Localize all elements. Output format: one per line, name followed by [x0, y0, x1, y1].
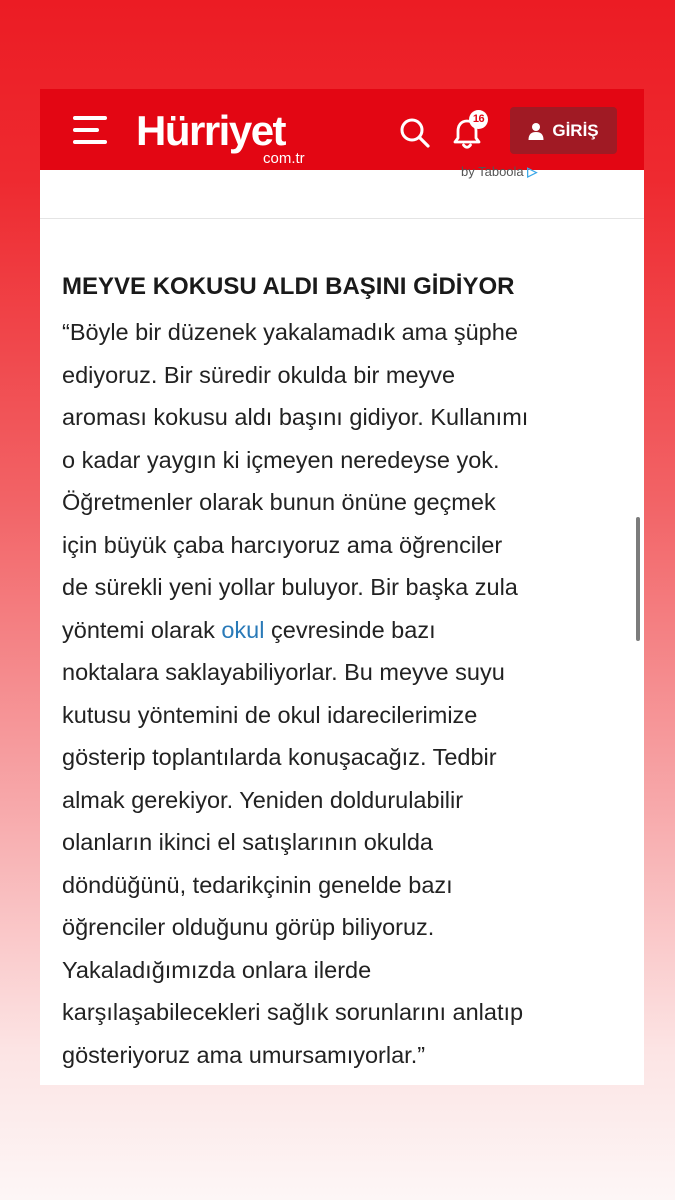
hamburger-menu-icon[interactable]: [73, 116, 107, 144]
logo-wordmark: Hürriyet: [136, 107, 286, 154]
text-line: için büyük çaba harcıyoruz ama öğrenciler: [62, 531, 503, 558]
text-line: de sürekli yeni yollar buluyor. Bir başka zula: [62, 574, 518, 600]
text-line: noktalara saklayabiliyorlar. Bu meyve suyu: [62, 659, 505, 685]
taboola-attribution[interactable]: [461, 164, 537, 180]
user-icon: [528, 122, 544, 140]
section-subheading: MEYVE KOKUSU ALDI BAŞINI GİDİYOR: [62, 273, 515, 300]
logo-domain: com.tr: [263, 150, 305, 167]
text-line: Öğretmenler olarak bunun önüne geçmek: [62, 489, 496, 515]
text-line: öğrenciler olduğunu görüp biliyoruz.: [62, 914, 435, 940]
site-header: [40, 89, 644, 170]
article-paragraph: [62, 311, 622, 1076]
article-page: [40, 89, 644, 1085]
text-line: döndüğünü, tedarikçinin genelde bazı: [62, 871, 453, 898]
text-line: aroması kokusu aldı başını gidiyor. Kullanımı: [62, 404, 529, 430]
text-fragment: yöntemi olarak: [62, 616, 222, 643]
text-line: o kadar yaygın ki içmeyen neredeyse yok.: [62, 446, 500, 473]
search-icon[interactable]: [399, 117, 431, 149]
taboola-text: by Taboola: [461, 164, 524, 179]
okul-link[interactable]: okul: [221, 616, 265, 643]
text-line: ediyoruz. Bir süredir okulda bir meyve: [62, 361, 456, 388]
text-line-with-link: [62, 609, 622, 652]
taboola-logo-icon: ▷: [527, 164, 538, 179]
login-label: GİRİŞ: [552, 120, 599, 140]
hurriyet-logo[interactable]: [136, 107, 326, 167]
notification-count-badge: 16: [469, 110, 488, 129]
text-line: olanların ikinci el satışlarının okulda: [62, 829, 433, 855]
text-fragment: çevresinde bazı: [264, 616, 436, 643]
text-line: gösterip toplantılarda konuşacağız. Tedbir: [62, 744, 497, 770]
login-button[interactable]: [510, 107, 617, 154]
text-line: “Böyle bir düzenek yakalamadık ama şüphe: [62, 319, 518, 345]
text-line: karşılaşabilecekleri sağlık sorunlarını anlatıp: [62, 999, 524, 1025]
page-scrollbar[interactable]: [636, 517, 640, 641]
text-line: kutusu yöntemini de okul idarecilerimize: [62, 701, 478, 728]
sponsored-strip: [40, 164, 644, 219]
text-line: gösteriyoruz ama umursamıyorlar.”: [62, 1041, 426, 1068]
text-line: almak gerekiyor. Yeniden doldurulabilir: [62, 786, 464, 813]
text-line: Yakaladığımızda onlara ilerde: [62, 956, 372, 983]
